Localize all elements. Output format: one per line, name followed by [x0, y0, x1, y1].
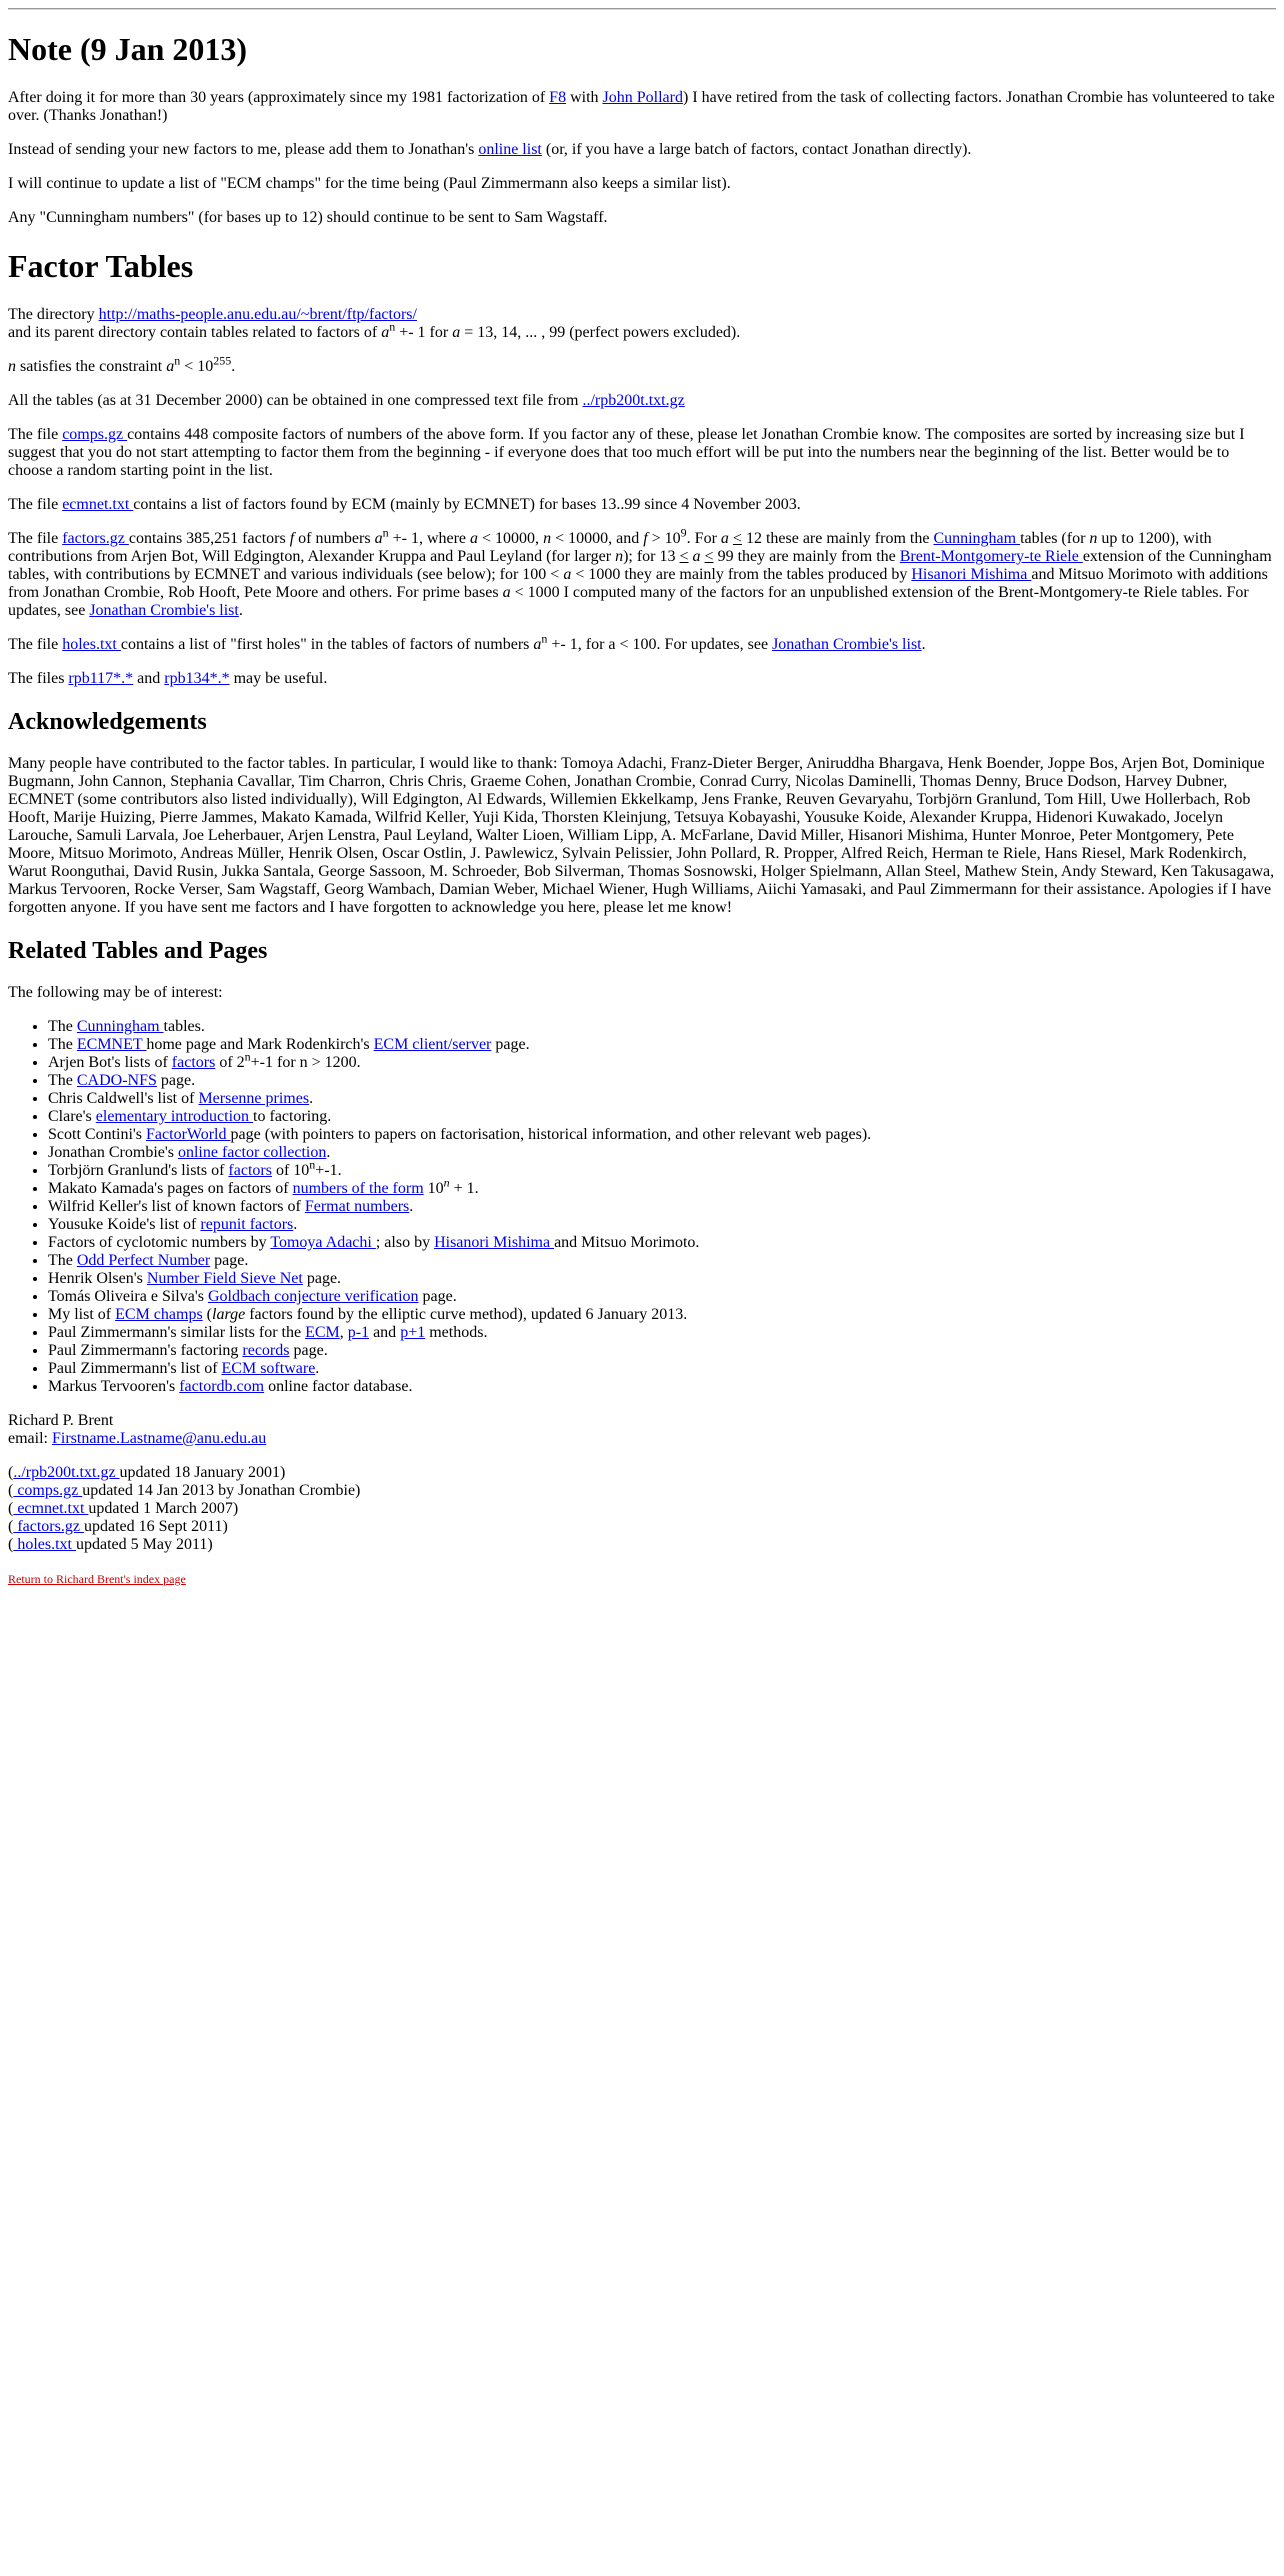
- text: The file: [8, 530, 63, 547]
- text: contains 385,251 factors: [128, 530, 290, 547]
- link-brent-montgomery-te-riele[interactable]: Brent-Montgomery-te Riele: [899, 548, 1083, 565]
- link-ecmnet[interactable]: ECMNET: [76, 1036, 147, 1053]
- list-item: [48, 1378, 1276, 1396]
- signature: [8, 1412, 1276, 1448]
- link-number-field-sieve-net[interactable]: Number Field Sieve Net: [146, 1270, 303, 1287]
- text: After doing it for more than 30 years (approximately since my 1981 factorization of: [8, 89, 550, 106]
- link-factorworld[interactable]: FactorWorld: [146, 1126, 231, 1143]
- note-paragraph-3: I will continue to update a list of "ECM champs" for the time being (Paul Zimmermann also keeps a similar list).: [8, 175, 731, 192]
- var: a: [533, 636, 542, 653]
- link-elementary-introduction[interactable]: elementary introduction: [95, 1108, 254, 1125]
- related-list: [8, 1018, 1276, 1396]
- text: (or, if you have a large batch of factors, contact Jonathan directly).: [541, 141, 972, 158]
- all-tables-paragraph: [8, 392, 1276, 410]
- text: Wilfrid Keller's list of known factors of: [48, 1198, 305, 1215]
- var: f: [289, 530, 295, 547]
- text: page.: [418, 1288, 457, 1305]
- link-john-pollard[interactable]: John Pollard: [602, 89, 683, 106]
- link-tomoya-adachi[interactable]: Tomoya Adachi: [270, 1234, 376, 1251]
- email-label: email:: [8, 1430, 52, 1447]
- less-equal-sign: <: [732, 530, 742, 547]
- list-item: [48, 1049, 1276, 1072]
- text: (: [8, 1536, 14, 1553]
- text: contains a list of factors found by ECM (mainly by ECMNET) for bases 13..99 since 4 November 2003.: [133, 496, 801, 513]
- comps-paragraph: [8, 426, 1276, 480]
- note-heading: Note (9 Jan 2013): [8, 31, 248, 67]
- var: a: [470, 530, 479, 547]
- text: and Mitsuo Morimoto with additions from Jonathan Crombie, Rob Hooft, Pete Moore and others. For prime bases: [8, 566, 1268, 601]
- text: may be useful.: [229, 670, 328, 687]
- link-factors-gz[interactable]: factors.gz: [62, 530, 129, 547]
- update-date: updated 16 Sept 2011): [83, 1518, 228, 1535]
- text: methods.: [425, 1324, 488, 1341]
- less-equal-sign: <: [704, 548, 714, 565]
- link-holes-txt[interactable]: holes.txt: [62, 636, 121, 653]
- page: [0, 8, 1284, 1588]
- text: Paul Zimmermann's factoring: [48, 1342, 243, 1359]
- update-date: updated 5 May 2011): [76, 1536, 213, 1553]
- text: Arjen Bot's lists of: [48, 1054, 172, 1071]
- footer: [8, 1570, 1276, 1588]
- link-holes-txt[interactable]: holes.txt: [13, 1536, 76, 1553]
- files-paragraph: [8, 670, 1276, 688]
- text: home page and Mark Rodenkirch's: [146, 1036, 374, 1053]
- link-cunningham[interactable]: Cunningham: [933, 530, 1021, 547]
- text: contains 448 composite factors of numbers of the above form. If you factor any of these, please let Jonathan Crombie know. The composites are sorted by increasing size but I suggest that you do not start attempting to factor them from the beginning - if everyone does that too much effort will be put into the numbers near the beginning of the list. Better would be to choose a random starting point in the list.: [8, 426, 1245, 479]
- list-item: [48, 1360, 1276, 1378]
- link-records[interactable]: records: [242, 1342, 290, 1359]
- related-intro: The following may be of interest:: [8, 984, 223, 1001]
- text: and Mitsuo Morimoto.: [554, 1234, 700, 1251]
- link-hisanori-mishima[interactable]: Hisanori Mishima: [911, 566, 1032, 583]
- text: (: [8, 1518, 14, 1535]
- return-to-index-link[interactable]: Return to Richard Brent's index page: [8, 1572, 186, 1586]
- text: page.: [491, 1036, 530, 1053]
- superscript: n: [244, 1049, 251, 1064]
- var: a: [381, 324, 390, 341]
- text: < 10000,: [478, 530, 544, 547]
- link-ecm-champs[interactable]: ECM champs: [115, 1306, 203, 1323]
- acknowledgements-heading: Acknowledgements: [8, 709, 207, 735]
- text: online factor database.: [264, 1378, 413, 1395]
- text: < 1000 they are mainly from the tables produced by: [571, 566, 912, 583]
- text: (: [8, 1500, 14, 1517]
- text: = 13, 14, ... , 99 (perfect powers excluded).: [460, 324, 741, 341]
- link-directory[interactable]: http://maths-people.anu.edu.au/~brent/ftp/factors/: [98, 306, 417, 323]
- text: Yousuke Koide's list of: [48, 1216, 201, 1233]
- var: n: [543, 530, 552, 547]
- link-ecmnet-txt[interactable]: ecmnet.txt: [62, 496, 134, 513]
- link-rpb200t[interactable]: ../rpb200t.txt.gz: [582, 392, 685, 409]
- text: of numbers: [294, 530, 375, 547]
- list-item: [48, 1175, 1276, 1198]
- text: The: [48, 1036, 77, 1053]
- text: . For: [686, 530, 721, 547]
- link-numbers-of-the-form[interactable]: numbers of the form: [292, 1180, 424, 1197]
- text: The file: [8, 426, 63, 443]
- list-item: [48, 1072, 1276, 1090]
- text: The: [48, 1018, 77, 1035]
- text: .: [409, 1198, 414, 1215]
- text: Torbjörn Granlund's lists of: [48, 1162, 229, 1179]
- text: Clare's: [48, 1108, 96, 1125]
- note-paragraph-4: Any "Cunningham numbers" (for bases up to 12) should continue to be sent to Sam Wagstaff.: [8, 209, 608, 226]
- list-item: [48, 1090, 1276, 1108]
- text: page.: [156, 1072, 196, 1089]
- var: a: [502, 584, 511, 601]
- link-rpb134[interactable]: rpb134*.*: [164, 670, 230, 687]
- text: .: [315, 1360, 320, 1377]
- text: Instead of sending your new factors to me, please add them to Jonathan's: [8, 141, 479, 158]
- list-item: [48, 1198, 1276, 1216]
- link-cado-nfs[interactable]: CADO-NFS: [76, 1072, 157, 1089]
- ecmnet-paragraph: [8, 496, 1276, 514]
- link-p-minus-1[interactable]: p-1: [347, 1324, 370, 1341]
- text: < 10000, and: [551, 530, 644, 547]
- update-list: [8, 1464, 1276, 1554]
- less-equal-sign: <: [679, 548, 689, 565]
- link-odd-perfect-number[interactable]: Odd Perfect Number: [76, 1252, 211, 1269]
- var: a: [563, 566, 572, 583]
- text: Tomás Oliveira e Silva's: [48, 1288, 208, 1305]
- note-paragraph-1: [8, 89, 1276, 125]
- factor-tables-heading: Factor Tables: [8, 248, 194, 284]
- text: +- 1, for a < 100. For updates, see: [547, 636, 773, 653]
- superscript: 255: [213, 353, 232, 368]
- text: The: [48, 1252, 77, 1269]
- superscript: n: [309, 1157, 316, 1172]
- superscript: n: [443, 1175, 450, 1190]
- list-item: [48, 1144, 1276, 1162]
- text: Factors of cyclotomic numbers by: [48, 1234, 271, 1251]
- text: page.: [210, 1252, 249, 1269]
- list-item: [48, 1270, 1276, 1288]
- var: a: [692, 548, 701, 565]
- holes-paragraph: [8, 631, 1276, 654]
- text: 12 these are mainly from the: [741, 530, 934, 547]
- text: +- 1 for: [395, 324, 453, 341]
- list-item: [48, 1018, 1276, 1036]
- list-item: [48, 1252, 1276, 1270]
- author-name: Richard P. Brent: [8, 1412, 114, 1429]
- link-factordb[interactable]: factordb.com: [179, 1378, 265, 1395]
- text: and: [369, 1324, 401, 1341]
- text: page.: [289, 1342, 328, 1359]
- link-p-plus-1[interactable]: p+1: [400, 1324, 426, 1341]
- text: The file: [8, 496, 63, 513]
- text: tables.: [163, 1018, 205, 1035]
- link-mersenne-primes[interactable]: Mersenne primes: [198, 1090, 310, 1107]
- link-online-list[interactable]: online list: [478, 141, 542, 158]
- list-item: [48, 1324, 1276, 1342]
- link-goldbach-verification[interactable]: Goldbach conjecture verification: [207, 1288, 419, 1305]
- text: +-1 for n > 1200.: [250, 1054, 361, 1071]
- list-item: [48, 1342, 1276, 1360]
- list-item: [48, 1216, 1276, 1234]
- text: and: [133, 670, 165, 687]
- link-rpb200t[interactable]: ../rpb200t.txt.gz: [13, 1464, 120, 1481]
- directory-paragraph: [8, 306, 1276, 342]
- list-item: [48, 1288, 1276, 1306]
- var: n: [8, 358, 16, 375]
- link-f8[interactable]: F8: [549, 89, 567, 106]
- constraint-paragraph: [8, 353, 1276, 376]
- link-ecm-client-server[interactable]: ECM client/server: [373, 1036, 492, 1053]
- list-item: [48, 1234, 1276, 1252]
- text: Henrik Olsen's: [48, 1270, 147, 1287]
- link-comps[interactable]: comps.gz: [62, 426, 128, 443]
- link-rpb117[interactable]: rpb117*.*: [68, 670, 134, 687]
- superscript: n: [389, 319, 396, 334]
- superscript: 9: [680, 525, 687, 540]
- update-date: updated 14 Jan 2013 by Jonathan Crombie): [82, 1482, 361, 1499]
- link-factors-gz[interactable]: factors.gz: [13, 1518, 84, 1535]
- text: ; also by: [375, 1234, 435, 1251]
- text: of 2: [215, 1054, 245, 1071]
- text: The files: [8, 670, 69, 687]
- text: and its parent directory contain tables related to factors of: [8, 324, 382, 341]
- text: to factoring.: [253, 1108, 332, 1125]
- text: Makato Kamada's pages on factors of: [48, 1180, 293, 1197]
- text: up to 1200), with contributions from Arjen Bot, Will Edgington, Alexander Kruppa and Paul Leyland (for larger: [8, 530, 1212, 565]
- text: (: [202, 1306, 212, 1323]
- list-item: [48, 1108, 1276, 1126]
- text: < 1000 I computed many of the factors for an unpublished extension of the Brent-Montgomery-te Riele tables. For updates, see: [8, 584, 1249, 619]
- var: f: [643, 530, 648, 547]
- link-ecm-software[interactable]: ECM software: [221, 1360, 316, 1377]
- text: + 1.: [449, 1180, 479, 1197]
- var: a: [166, 358, 175, 375]
- var: n: [1089, 530, 1098, 547]
- text: Paul Zimmermann's similar lists for the: [48, 1324, 306, 1341]
- link-online-factor-collection[interactable]: online factor collection: [177, 1144, 327, 1161]
- text: < 10: [180, 358, 214, 375]
- var: n: [615, 548, 624, 565]
- email-link[interactable]: Firstname.Lastname@anu.edu.au: [51, 1430, 267, 1447]
- link-cunningham[interactable]: Cunningham: [76, 1018, 164, 1035]
- link-hisanori-mishima[interactable]: Hisanori Mishima: [434, 1234, 555, 1251]
- text: All the tables (as at 31 December 2000) can be obtained in one compressed text file from: [8, 392, 583, 409]
- var: a: [374, 530, 383, 547]
- list-item: [48, 1157, 1276, 1180]
- link-jonathan-crombie-list[interactable]: Jonathan Crombie's list: [772, 636, 922, 653]
- related-heading: Related Tables and Pages: [8, 938, 268, 964]
- text: of 10: [271, 1162, 310, 1179]
- superscript: n: [541, 631, 548, 646]
- text: extension of the Cunningham tables, with contributions by ECMNET and various individuals (see below); for 100 <: [8, 548, 1272, 583]
- text: page (with pointers to papers on factorisation, historical information, and other relevant web pages).: [230, 1126, 872, 1143]
- text: ) I have retired from the task of collecting factors. Jonathan Crombie has volunteered to take over. (Thanks Jonathan!): [8, 89, 1275, 124]
- text: Jonathan Crombie's: [48, 1144, 178, 1161]
- top-rule: [8, 8, 1276, 10]
- text: Paul Zimmermann's list of: [48, 1360, 222, 1377]
- text: contains a list of "first holes" in the tables of factors of numbers: [120, 636, 534, 653]
- text: Chris Caldwell's list of: [48, 1090, 199, 1107]
- text: .: [921, 636, 926, 653]
- text: 10: [423, 1180, 444, 1197]
- text: Scott Contini's: [48, 1126, 147, 1143]
- var: a: [452, 324, 461, 341]
- emphasis: large: [212, 1306, 246, 1323]
- link-bot-factors[interactable]: factors: [171, 1054, 216, 1071]
- text: ); for 13: [623, 548, 680, 565]
- text: ,: [339, 1324, 348, 1341]
- text: +-1.: [315, 1162, 342, 1179]
- link-ecmnet-txt[interactable]: ecmnet.txt: [13, 1500, 89, 1517]
- text: The directory: [8, 306, 99, 323]
- text: .: [293, 1216, 298, 1233]
- text: Markus Tervooren's: [48, 1378, 180, 1395]
- text: The: [48, 1072, 77, 1089]
- text: .: [326, 1144, 331, 1161]
- list-item: [48, 1126, 1276, 1144]
- acknowledgements-paragraph: Many people have contributed to the factor tables. In particular, I would like to thank: Tomoya Adachi, Franz-Dieter Berger, Aniruddha Bhargava, Henk Boender, Joppe Bos, Arjen Bot, Dominique Bugmann, John Cannon, Stephania Cavallar, Tim Charron, Chris Chris, Graeme Cohen, Jonathan Crombie, Conrad Curry, Nicolas Daminelli, Thomas Denny, Bruce Dodson, Harvey Dubner, ECMNET (some contributors also listed individually), Will Edgington, Al Edwards, Willemien Ekkelkamp, Jens Franke, Reuven Gevaryahu, Torbjörn Granlund, Tom Hill, Uwe Hollerbach, Rob Hooft, Marije Huizing, Pierre Jammes, Makato Kamada, Wilfrid Keller, Yuji Kida, Thorsten Kleinjung, Tetsuya Kobayashi, Yousuke Koide, Alexander Kruppa, Hidenori Kuwakado, Jocelyn Larouche, Samuli Larvala, Joe Leherbauer, Arjen Lenstra, Paul Leyland, Walter Lioen, William Lipp, A. McFarlane, David Miller, Hisanori Mishima, Hunter Monroe, Peter Montgomery, Pete Moore, Mitsuo Morimoto, Andreas Müller, Henrik Olsen, Oscar Ostlin, J. Pawlewicz, Sylvain Pelissier, John Pollard, R. Propper, Alfred Reich, Herman te Riele, Hans Riesel, Mark Rodenkirch, Warut Roonguthai, David Rusin, Jukka Santala, George Sassoon, M. Schroeder, Bob Silverman, Thomas Sosnowski, Holger Spielmann, Allan Steel, Mathew Stein, Andy Steward, Ken Takusagawa, Markus Tervooren, Rocke Verser, Sam Wagstaff, Georg Wambach, Damian Weber, Michael Wiener, Hugh Williams, Aiichi Yamasaki, and Paul Zimmermann for their assistance. Apologies if I have forgotten anyone. If you have sent me factors and I have forgotten to acknowledge you here, please let me know!: [8, 755, 1275, 916]
- text: .: [231, 358, 236, 375]
- superscript: n: [382, 525, 389, 540]
- text: satisfies the constraint: [16, 358, 167, 375]
- text: 99 they are mainly from the: [713, 548, 900, 565]
- text: My list of: [48, 1306, 116, 1323]
- update-date: updated 18 January 2001): [119, 1464, 286, 1481]
- link-comps[interactable]: comps.gz: [13, 1482, 83, 1499]
- link-fermat-numbers[interactable]: Fermat numbers: [304, 1198, 410, 1215]
- text: (: [8, 1464, 14, 1481]
- text: tables (for: [1020, 530, 1090, 547]
- link-granlund-factors[interactable]: factors: [228, 1162, 272, 1179]
- var: a: [720, 530, 729, 547]
- update-date: updated 1 March 2007): [88, 1500, 239, 1517]
- text: > 10: [647, 530, 681, 547]
- text: factors found by the elliptic curve method), updated 6 January 2013.: [245, 1306, 688, 1323]
- link-jonathan-crombie-list[interactable]: Jonathan Crombie's list: [89, 602, 239, 619]
- text: page.: [302, 1270, 342, 1287]
- list-item: [48, 1036, 1276, 1054]
- text: The file: [8, 636, 63, 653]
- list-item: [48, 1306, 1276, 1324]
- link-ecm[interactable]: ECM: [305, 1324, 340, 1341]
- note-paragraph-2: [8, 141, 1276, 159]
- factors-paragraph: [8, 525, 1276, 620]
- text: +- 1, where: [388, 530, 471, 547]
- text: .: [309, 1090, 314, 1107]
- text: (: [8, 1482, 14, 1499]
- text: with: [566, 89, 603, 106]
- superscript: n: [174, 353, 181, 368]
- text: .: [238, 602, 243, 619]
- link-repunit-factors[interactable]: repunit factors: [200, 1216, 294, 1233]
